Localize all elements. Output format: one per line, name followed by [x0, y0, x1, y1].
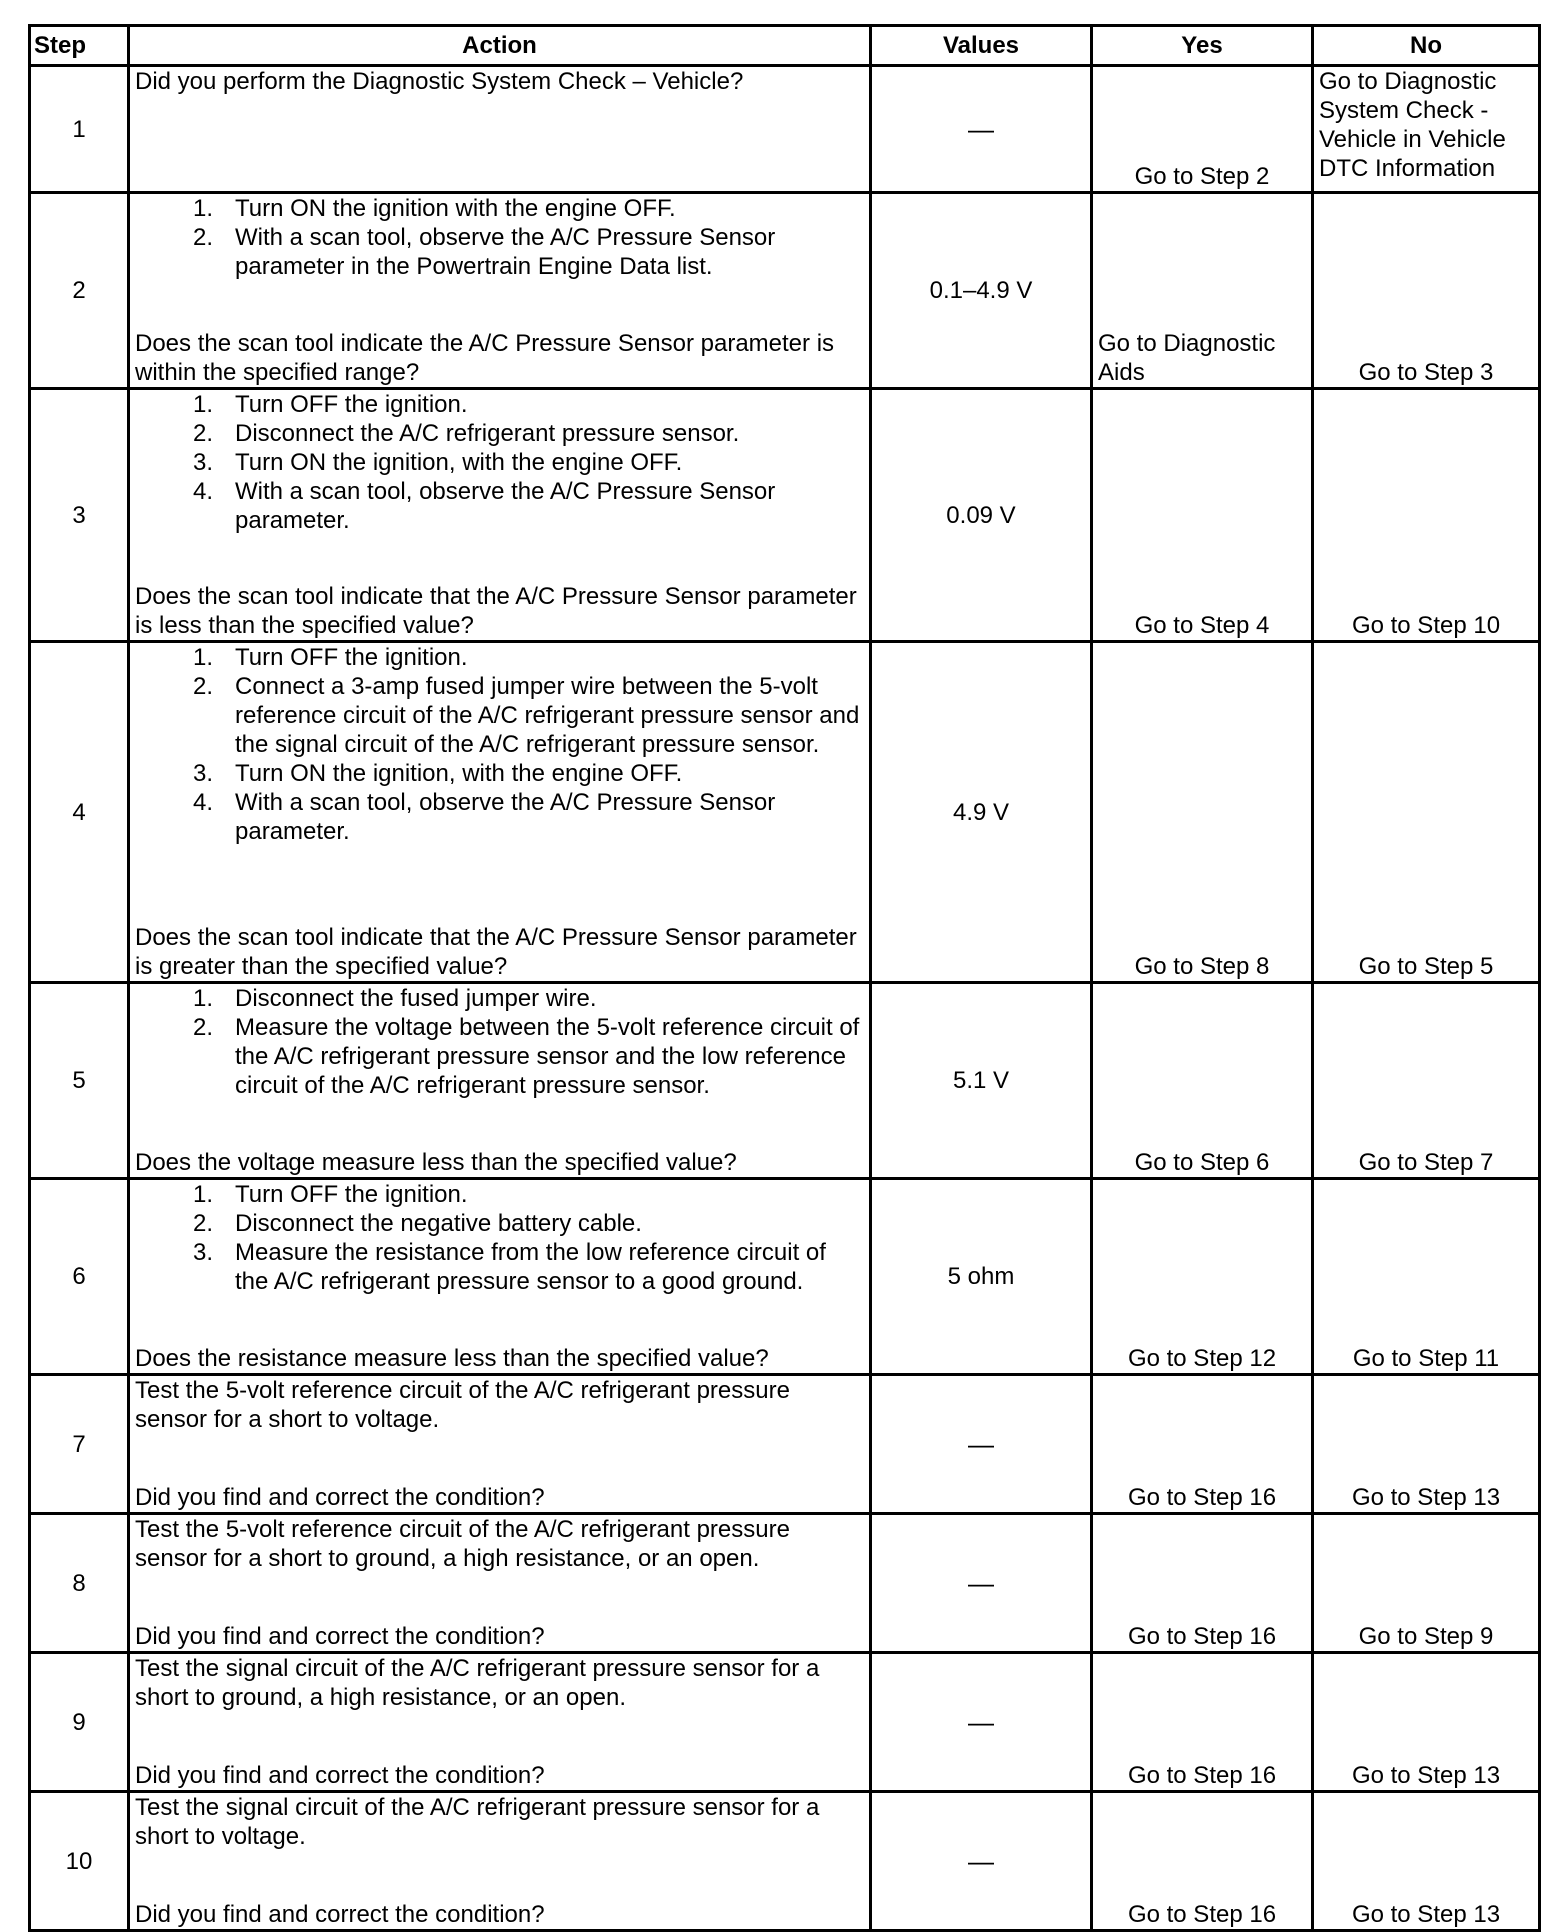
list-item: 3. Measure the resistance from the low reference circuit of the A/C refrigerant pressure sensor to a good ground.	[192, 1239, 826, 1295]
yes-cell: Go to Step 2	[1092, 66, 1313, 193]
table-row	[30, 1375, 1540, 1514]
question-text: Does the scan tool indicate that the A/C Pressure Sensor parameter is greater than the specified value?	[135, 924, 857, 980]
yes-cell: Go to Diagnostic Aids	[1092, 193, 1313, 389]
value-cell: 0.1–4.9 V	[871, 193, 1092, 389]
question-text: Did you find and correct the condition?	[135, 1762, 545, 1789]
list-item: 1. Turn OFF the ignition.	[192, 1181, 468, 1208]
list-item: 2. Connect a 3-amp fused jumper wire between the 5-volt reference circuit of the A/C refrigerant pressure sensor and the signal circuit of the A/C refrigerant pressure sensor.	[192, 673, 860, 758]
no-cell: Go to Step 3	[1313, 193, 1540, 389]
yes-cell: Go to Step 6	[1092, 983, 1313, 1179]
value-cell: —	[871, 66, 1092, 193]
value-cell: 5.1 V	[871, 983, 1092, 1179]
step-number: 2	[30, 193, 129, 389]
no-cell: Go to Step 9	[1313, 1514, 1540, 1653]
step-number: 6	[30, 1179, 129, 1375]
table-row	[30, 1653, 1540, 1792]
table-row	[30, 983, 1540, 1179]
action-cell	[129, 1514, 871, 1653]
no-cell: Go to Step 7	[1313, 983, 1540, 1179]
yes-cell: Go to Step 16	[1092, 1514, 1313, 1653]
list-item: 4. With a scan tool, observe the A/C Pressure Sensor parameter.	[192, 789, 776, 845]
step-list	[135, 390, 864, 535]
list-item: 1. Disconnect the fused jumper wire.	[192, 985, 597, 1012]
question-text: Did you find and correct the condition?	[135, 1901, 545, 1928]
question-text: Did you find and correct the condition?	[135, 1623, 545, 1650]
step-list	[135, 1180, 864, 1296]
action-cell	[129, 193, 871, 389]
step-number: 3	[30, 389, 129, 642]
list-item: 3. Turn ON the ignition, with the engine OFF.	[192, 449, 683, 476]
question-text: Does the resistance measure less than the specified value?	[135, 1345, 769, 1372]
yes-cell: Go to Step 4	[1092, 389, 1313, 642]
action-cell	[129, 66, 871, 193]
step-number: 4	[30, 642, 129, 983]
action-cell	[129, 642, 871, 983]
list-item: 2. With a scan tool, observe the A/C Pressure Sensor parameter in the Powertrain Engine Data list.	[192, 224, 776, 280]
value-cell: 5 ohm	[871, 1179, 1092, 1375]
value-cell: 4.9 V	[871, 642, 1092, 983]
table-row	[30, 389, 1540, 642]
action-cell	[129, 1653, 871, 1792]
question-text: Did you find and correct the condition?	[135, 1484, 545, 1511]
step-number: 8	[30, 1514, 129, 1653]
no-cell: Go to Step 5	[1313, 642, 1540, 983]
question-text: Does the scan tool indicate that the A/C Pressure Sensor parameter is less than the specified value?	[135, 583, 857, 639]
no-cell: Go to Step 13	[1313, 1653, 1540, 1792]
list-item: 3. Turn ON the ignition, with the engine OFF.	[192, 760, 683, 787]
header-no: No	[1313, 26, 1540, 66]
action-text: Test the signal circuit of the A/C refrigerant pressure sensor for a short to voltage.	[135, 1794, 820, 1850]
action-cell	[129, 983, 871, 1179]
table-row	[30, 66, 1540, 193]
header-step: Step	[30, 26, 129, 66]
step-number: 10	[30, 1792, 129, 1931]
action-text: Test the 5-volt reference circuit of the A/C refrigerant pressure sensor for a short to voltage.	[135, 1377, 790, 1433]
header-values: Values	[871, 26, 1092, 66]
no-cell: Go to Step 13	[1313, 1792, 1540, 1931]
list-item: 1. Turn OFF the ignition.	[192, 644, 468, 671]
yes-cell: Go to Step 16	[1092, 1792, 1313, 1931]
header-yes: Yes	[1092, 26, 1313, 66]
list-item: 2. Measure the voltage between the 5-volt reference circuit of the A/C refrigerant pressure sensor and the low reference circuit of the A/C refrigerant pressure sensor.	[192, 1014, 860, 1099]
yes-cell: Go to Step 16	[1092, 1375, 1313, 1514]
step-number: 9	[30, 1653, 129, 1792]
list-item: 1. Turn OFF the ignition.	[192, 391, 468, 418]
value-cell: —	[871, 1514, 1092, 1653]
diagnostic-table	[28, 24, 1541, 1932]
no-cell: Go to Step 13	[1313, 1375, 1540, 1514]
list-item: 1. Turn ON the ignition with the engine OFF.	[192, 195, 676, 222]
value-cell: 0.09 V	[871, 389, 1092, 642]
action-text: Test the 5-volt reference circuit of the A/C refrigerant pressure sensor for a short to ground, a high resistance, or an open.	[135, 1516, 790, 1572]
action-cell	[129, 1179, 871, 1375]
table-row	[30, 1792, 1540, 1931]
header-row	[30, 26, 1540, 66]
action-text: Test the signal circuit of the A/C refrigerant pressure sensor for a short to ground, a high resistance, or an open.	[135, 1655, 820, 1711]
step-number: 1	[30, 66, 129, 193]
value-cell: —	[871, 1653, 1092, 1792]
list-item: 2. Disconnect the A/C refrigerant pressure sensor.	[192, 420, 740, 447]
action-cell	[129, 389, 871, 642]
step-number: 5	[30, 983, 129, 1179]
list-item: 2. Disconnect the negative battery cable.	[192, 1210, 642, 1237]
no-cell: Go to Diagnostic System Check - Vehicle in Vehicle DTC Information	[1313, 66, 1540, 193]
list-item: 4. With a scan tool, observe the A/C Pressure Sensor parameter.	[192, 478, 776, 534]
action-cell	[129, 1375, 871, 1514]
question-text: Does the voltage measure less than the specified value?	[135, 1149, 737, 1176]
no-cell: Go to Step 11	[1313, 1179, 1540, 1375]
value-cell: —	[871, 1375, 1092, 1514]
table-row	[30, 1179, 1540, 1375]
step-list	[135, 194, 864, 281]
action-text: Did you perform the Diagnostic System Check – Vehicle?	[135, 68, 744, 95]
action-cell	[129, 1792, 871, 1931]
yes-cell: Go to Step 12	[1092, 1179, 1313, 1375]
yes-cell: Go to Step 16	[1092, 1653, 1313, 1792]
table-row	[30, 193, 1540, 389]
question-text: Does the scan tool indicate the A/C Pressure Sensor parameter is within the specified range?	[135, 330, 835, 386]
step-number: 7	[30, 1375, 129, 1514]
table-row	[30, 642, 1540, 983]
yes-cell: Go to Step 8	[1092, 642, 1313, 983]
table-row	[30, 1514, 1540, 1653]
no-cell: Go to Step 10	[1313, 389, 1540, 642]
value-cell: —	[871, 1792, 1092, 1931]
step-list	[135, 984, 864, 1100]
header-action: Action	[129, 26, 871, 66]
step-list	[135, 643, 864, 846]
